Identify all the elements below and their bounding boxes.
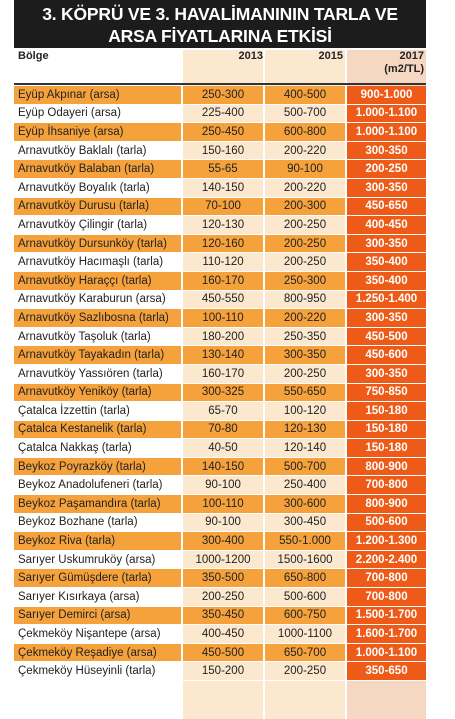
- price-2015-cell: 250-350: [265, 328, 345, 347]
- table-row: [14, 644, 426, 663]
- price-2015-cell: 200-250: [265, 253, 345, 272]
- price-2015-cell: 120-140: [265, 439, 345, 458]
- price-2013-cell: 450-500: [183, 644, 263, 663]
- table-row: [14, 439, 426, 458]
- header-divider: [14, 83, 426, 85]
- price-2013-cell: 140-150: [183, 179, 263, 198]
- region-cell: Arnavutköy Karaburun (arsa): [14, 291, 181, 310]
- region-cell: Beykoz Poyrazköy (tarla): [14, 458, 181, 477]
- price-2017-cell: 450-650: [347, 198, 426, 217]
- price-2013-cell: 225-400: [183, 105, 263, 124]
- price-2017-cell: 900-1.000: [347, 86, 426, 105]
- table-row: [14, 309, 426, 328]
- price-2017-cell: 450-600: [347, 346, 426, 365]
- table-row: [14, 588, 426, 607]
- price-2015-cell: 500-700: [265, 105, 345, 124]
- region-cell: Arnavutköy Durusu (tarla): [14, 198, 181, 217]
- table-row: [14, 625, 426, 644]
- price-2017-cell: 500-600: [347, 514, 426, 533]
- region-cell: Sarıyer Demirci (arsa): [14, 607, 181, 626]
- region-cell: Arnavutköy Tayakadın (tarla): [14, 346, 181, 365]
- price-2017-cell: 150-180: [347, 439, 426, 458]
- region-cell: Arnavutköy Balaban (tarla): [14, 160, 181, 179]
- table-row: [14, 495, 426, 514]
- region-cell: Arnavutköy Boyalık (tarla): [14, 179, 181, 198]
- price-2013-cell: 55-65: [183, 160, 263, 179]
- region-cell: Arnavutköy Yeniköy (tarla): [14, 384, 181, 403]
- price-2017-cell: 1.500-1.700: [347, 607, 426, 626]
- price-2015-cell: 300-350: [265, 346, 345, 365]
- price-2017-cell: 750-850: [347, 384, 426, 403]
- price-2015-cell: 200-250: [265, 365, 345, 384]
- table-row: [14, 253, 426, 272]
- table-row: [14, 532, 426, 551]
- region-cell: Çekmeköy Nişantepe (arsa): [14, 625, 181, 644]
- price-2015-cell: 600-750: [265, 607, 345, 626]
- region-cell: Arnavutköy Sazlıbosna (tarla): [14, 309, 181, 328]
- price-2013-cell: 65-70: [183, 402, 263, 421]
- table-row: [14, 235, 426, 254]
- price-2017-cell: 800-900: [347, 495, 426, 514]
- header-2017-year: 2017: [399, 50, 424, 62]
- table-row: [14, 216, 426, 235]
- table-row: [14, 86, 426, 105]
- price-2017-cell: 300-350: [347, 235, 426, 254]
- price-2013-cell: 90-100: [183, 476, 263, 495]
- price-2013-cell: 70-100: [183, 198, 263, 217]
- table-row: [14, 365, 426, 384]
- price-2013-cell: 140-150: [183, 458, 263, 477]
- region-cell: Çatalca Kestanelik (tarla): [14, 421, 181, 440]
- price-2015-cell: 400-500: [265, 86, 345, 105]
- price-2017-cell: 300-350: [347, 142, 426, 161]
- price-2017-cell: 200-250: [347, 160, 426, 179]
- header-2015: 2015: [318, 50, 343, 62]
- price-2013-cell: 250-300: [183, 86, 263, 105]
- price-2013-cell: 110-120: [183, 253, 263, 272]
- price-2015-cell: 300-600: [265, 495, 345, 514]
- header-region: Bölge: [18, 50, 49, 62]
- table-row: [14, 551, 426, 570]
- price-2015-cell: 1000-1100: [265, 625, 345, 644]
- price-2017-cell: 1.200-1.300: [347, 532, 426, 551]
- region-cell: Arnavutköy Dursunköy (tarla): [14, 235, 181, 254]
- region-cell: Arnavutköy Baklalı (tarla): [14, 142, 181, 161]
- table-row: [14, 514, 426, 533]
- price-2015-cell: 800-950: [265, 291, 345, 310]
- price-2015-cell: 650-700: [265, 644, 345, 663]
- price-2015-cell: 250-300: [265, 272, 345, 291]
- table-row: [14, 402, 426, 421]
- infographic-title: [14, 0, 426, 48]
- price-2017-cell: 150-180: [347, 402, 426, 421]
- price-2017-cell: 350-650: [347, 662, 426, 681]
- table-row: [14, 198, 426, 217]
- header-2017-unit: (m2/TL): [384, 63, 424, 75]
- table-row: [14, 179, 426, 198]
- price-2017-cell: 150-180: [347, 421, 426, 440]
- region-cell: Çekmeköy Reşadiye (arsa): [14, 644, 181, 663]
- price-2017-cell: 300-350: [347, 365, 426, 384]
- price-2013-cell: 90-100: [183, 514, 263, 533]
- price-2015-cell: 200-220: [265, 309, 345, 328]
- table-row: [14, 142, 426, 161]
- region-cell: Çekmeköy Hüseyinli (tarla): [14, 662, 181, 681]
- price-2015-cell: 90-100: [265, 160, 345, 179]
- header-2017: [346, 50, 424, 82]
- table-row: [14, 346, 426, 365]
- price-2015-cell: 100-120: [265, 402, 345, 421]
- price-2015-cell: 550-1.000: [265, 532, 345, 551]
- title-line-1: 3. KÖPRÜ VE 3. HAVALİMANININ TARLA VE: [42, 4, 398, 24]
- price-2015-cell: 550-650: [265, 384, 345, 403]
- price-2015-cell: 650-800: [265, 569, 345, 588]
- table-row: [14, 421, 426, 440]
- table-row: [14, 458, 426, 477]
- region-cell: Arnavutköy Çilingir (tarla): [14, 216, 181, 235]
- price-2013-cell: 120-160: [183, 235, 263, 254]
- region-cell: Beykoz Bozhane (tarla): [14, 514, 181, 533]
- price-2013-cell: 160-170: [183, 365, 263, 384]
- price-table: [14, 86, 426, 681]
- region-cell: Arnavutköy Haraççı (tarla): [14, 272, 181, 291]
- price-2017-cell: 1.000-1.100: [347, 123, 426, 142]
- price-2013-cell: 200-250: [183, 588, 263, 607]
- price-2013-cell: 400-450: [183, 625, 263, 644]
- table-row: [14, 328, 426, 347]
- price-2013-cell: 150-160: [183, 142, 263, 161]
- price-2015-cell: 200-250: [265, 216, 345, 235]
- price-2015-cell: 120-130: [265, 421, 345, 440]
- price-2017-cell: 350-400: [347, 253, 426, 272]
- price-2017-cell: 700-800: [347, 569, 426, 588]
- price-2017-cell: 300-350: [347, 309, 426, 328]
- price-2015-cell: 200-300: [265, 198, 345, 217]
- price-2017-cell: 400-450: [347, 216, 426, 235]
- price-2017-cell: 300-350: [347, 179, 426, 198]
- price-2015-cell: 200-250: [265, 235, 345, 254]
- price-2017-cell: 1.600-1.700: [347, 625, 426, 644]
- price-2017-cell: 1.000-1.100: [347, 105, 426, 124]
- price-2015-cell: 300-450: [265, 514, 345, 533]
- price-2013-cell: 40-50: [183, 439, 263, 458]
- region-cell: Eyüp İhsaniye (arsa): [14, 123, 181, 142]
- price-2013-cell: 150-200: [183, 662, 263, 681]
- table-row: [14, 105, 426, 124]
- price-2015-cell: 200-220: [265, 142, 345, 161]
- price-2017-cell: 700-800: [347, 588, 426, 607]
- table-row: [14, 272, 426, 291]
- price-2015-cell: 200-250: [265, 662, 345, 681]
- price-2013-cell: 160-170: [183, 272, 263, 291]
- header-2013: 2013: [238, 50, 263, 62]
- title-line-2: ARSA FİYATLARINA ETKİSİ: [108, 26, 332, 46]
- price-2013-cell: 180-200: [183, 328, 263, 347]
- price-2015-cell: 200-220: [265, 179, 345, 198]
- price-2013-cell: 300-400: [183, 532, 263, 551]
- price-2013-cell: 130-140: [183, 346, 263, 365]
- price-2017-cell: 1.250-1.400: [347, 291, 426, 310]
- price-2015-cell: 600-800: [265, 123, 345, 142]
- table-row: [14, 291, 426, 310]
- region-cell: Çatalca Nakkaş (tarla): [14, 439, 181, 458]
- price-2013-cell: 70-80: [183, 421, 263, 440]
- region-cell: Sarıyer Kısırkaya (arsa): [14, 588, 181, 607]
- price-2017-cell: 450-500: [347, 328, 426, 347]
- price-2015-cell: 1500-1600: [265, 551, 345, 570]
- price-2017-cell: 1.000-1.100: [347, 644, 426, 663]
- region-cell: Arnavutköy Taşoluk (tarla): [14, 328, 181, 347]
- price-2015-cell: 250-400: [265, 476, 345, 495]
- region-cell: Sarıyer Gümüşdere (tarla): [14, 569, 181, 588]
- price-2013-cell: 100-110: [183, 495, 263, 514]
- table-row: [14, 662, 426, 681]
- price-2015-cell: 500-700: [265, 458, 345, 477]
- region-cell: Eyüp Odayeri (arsa): [14, 105, 181, 124]
- region-cell: Arnavutköy Yassıören (tarla): [14, 365, 181, 384]
- table-row: [14, 160, 426, 179]
- price-2017-cell: 800-900: [347, 458, 426, 477]
- price-2015-cell: 500-600: [265, 588, 345, 607]
- region-cell: Çatalca İzzettin (tarla): [14, 402, 181, 421]
- region-cell: Arnavutköy Hacımaşlı (tarla): [14, 253, 181, 272]
- price-2013-cell: 120-130: [183, 216, 263, 235]
- price-2013-cell: 1000-1200: [183, 551, 263, 570]
- price-2013-cell: 350-500: [183, 569, 263, 588]
- region-cell: Sarıyer Uskumruköy (arsa): [14, 551, 181, 570]
- region-cell: Beykoz Anadolufeneri (tarla): [14, 476, 181, 495]
- table-row: [14, 607, 426, 626]
- price-2013-cell: 450-550: [183, 291, 263, 310]
- price-2017-cell: 350-400: [347, 272, 426, 291]
- table-row: [14, 476, 426, 495]
- region-cell: Beykoz Paşamandıra (tarla): [14, 495, 181, 514]
- price-2013-cell: 300-325: [183, 384, 263, 403]
- table-row: [14, 384, 426, 403]
- price-2013-cell: 350-450: [183, 607, 263, 626]
- region-cell: Beykoz Riva (tarla): [14, 532, 181, 551]
- table-row: [14, 123, 426, 142]
- price-2017-cell: 700-800: [347, 476, 426, 495]
- price-2013-cell: 250-450: [183, 123, 263, 142]
- price-2017-cell: 2.200-2.400: [347, 551, 426, 570]
- table-row: [14, 569, 426, 588]
- region-cell: Eyüp Akpınar (arsa): [14, 86, 181, 105]
- price-2013-cell: 100-110: [183, 309, 263, 328]
